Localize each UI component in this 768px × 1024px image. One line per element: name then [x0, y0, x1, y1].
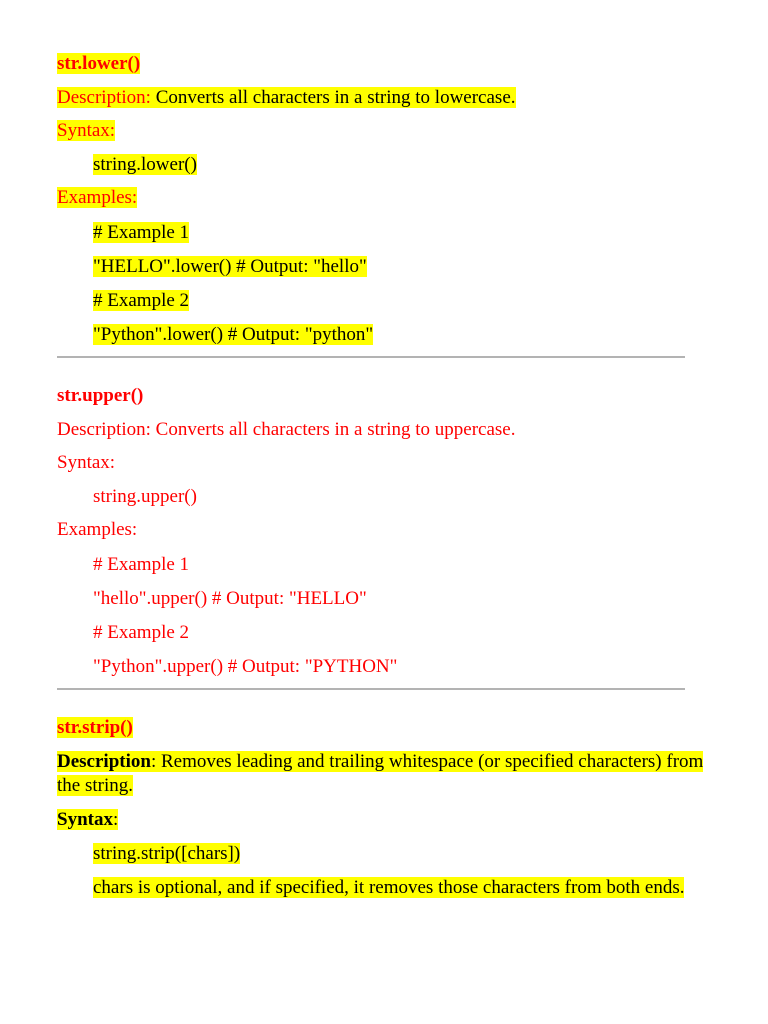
section-upper — [57, 385, 143, 407]
example-code-line — [93, 656, 397, 678]
description-text: : Removes leading and trailing whitespace (or specified characters) from the string. — [57, 751, 704, 796]
examples-label-line — [57, 519, 137, 541]
note-text: chars is optional, and if specified, it removes those characters from both ends. — [93, 877, 685, 898]
syntax-label: Syntax: — [57, 452, 116, 473]
syntax-label: Syntax: — [57, 120, 116, 141]
syntax-code-line — [93, 843, 240, 865]
syntax-code-line — [93, 154, 197, 176]
syntax-label-line — [57, 809, 118, 831]
syntax-label-line — [57, 120, 115, 142]
section-strip — [57, 717, 133, 739]
examples-label: Examples: — [57, 519, 138, 540]
example-code: "hello".upper() # Output: "HELLO" — [93, 588, 367, 609]
description-text: Converts all characters in a string to lowercase. — [150, 87, 516, 108]
example-code-line — [93, 588, 367, 610]
horizontal-divider — [57, 688, 685, 690]
example-comment-line — [93, 622, 189, 644]
syntax-label: Syntax — [57, 809, 113, 830]
description-label: Description: — [57, 87, 151, 108]
description-line — [57, 419, 516, 441]
example-code: "HELLO".lower() # Output: "hello" — [93, 256, 367, 277]
example-comment: # Example 1 — [93, 222, 190, 243]
description-paragraph — [57, 750, 727, 798]
syntax-code: string.lower() — [93, 154, 197, 175]
syntax-code-line — [93, 486, 197, 508]
section-title: str.strip() — [57, 717, 133, 738]
example-comment-line — [93, 554, 189, 576]
examples-label-line — [57, 187, 137, 209]
section-lower — [57, 53, 140, 75]
example-code: "Python".upper() # Output: "PYTHON" — [93, 656, 398, 677]
example-comment-line — [93, 222, 189, 244]
syntax-code: string.upper() — [93, 486, 197, 507]
section-title: str.upper() — [57, 385, 144, 406]
horizontal-divider — [57, 356, 685, 358]
note-paragraph — [93, 876, 703, 900]
description-text: Description: Converts all characters in a string to uppercase. — [57, 419, 516, 440]
example-code: "Python".lower() # Output: "python" — [93, 324, 374, 345]
section-title: str.lower() — [57, 53, 141, 74]
example-comment: # Example 2 — [93, 290, 190, 311]
syntax-colon: : — [112, 809, 119, 830]
example-code-line — [93, 256, 367, 278]
example-comment-line — [93, 290, 189, 312]
syntax-code: string.strip([chars]) — [93, 843, 241, 864]
example-comment: # Example 2 — [93, 622, 190, 643]
examples-label: Examples: — [57, 187, 138, 208]
syntax-label-line — [57, 452, 115, 474]
example-comment: # Example 1 — [93, 554, 190, 575]
description-label: Description — [57, 751, 151, 772]
example-code-line — [93, 324, 373, 346]
description-line — [57, 87, 516, 109]
